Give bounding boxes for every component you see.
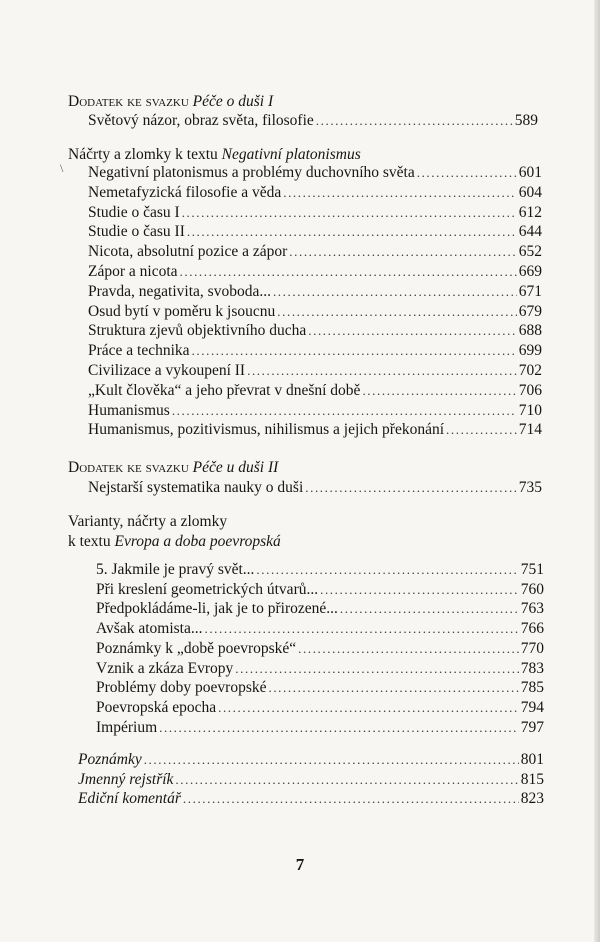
toc-entry[interactable] [96,619,544,639]
toc-entry-title: Humanismus [88,401,170,419]
toc-entry-page: 797 [520,718,544,736]
toc-entry[interactable] [96,718,544,738]
toc-entry-title: Poevropská epocha [96,698,217,716]
toc-entry-page: 702 [518,362,542,379]
toc-entry[interactable] [96,639,544,659]
toc-entry-page: 644 [518,223,542,241]
toc-entry[interactable] [88,242,542,262]
dot-leader [320,580,519,600]
dot-leader [192,341,517,361]
toc-entry[interactable] [88,361,542,381]
toc-entry[interactable] [88,321,542,341]
toc-entry-title: Ediční komentář [78,790,181,808]
toc-entry-title: Zápor a nicota [88,263,178,280]
dot-leader [159,718,519,738]
dot-leader [183,789,519,809]
toc-entry-page: 669 [518,263,542,280]
toc-entry-title: Vznik a zkáza Evropy [96,659,234,677]
toc-entry-page: 604 [518,183,542,201]
toc-entry-title: Problémy doby poevropské [96,679,267,697]
dot-leader [235,659,518,679]
toc-entry-page: 763 [520,600,544,618]
toc-entry-page: 783 [520,659,544,677]
toc-entry-page: 766 [520,620,544,638]
page-edge [594,0,600,942]
dot-leader [308,321,517,341]
toc-entry-title: Negativní platonismus a problémy duchovního světa [88,164,415,181]
toc-entry[interactable] [78,789,544,809]
dot-leader [446,420,517,440]
toc-entry-page: 785 [520,679,544,697]
toc-entry[interactable] [88,420,542,440]
toc-entry[interactable] [88,381,542,401]
dot-leader [218,698,519,718]
toc-entry-title: Poznámky k „době poevropské“ [96,639,297,657]
dot-leader [172,401,517,421]
toc-entry[interactable] [96,678,544,698]
toc-entry[interactable] [88,262,542,282]
margin-mark: \ [60,161,64,175]
toc-entry-title: Pravda, negativita, svoboda... [88,282,271,300]
dot-leader [340,599,519,619]
toc-entry-title: Nicota, absolutní pozice a zápor [88,243,288,261]
page-number: 7 [295,855,305,874]
section-heading: Dodatek ke svazku Péče o duši I [68,93,274,110]
section-heading-line2: k textu Evropa a doba poevropská [68,533,281,550]
toc-entry-page: 823 [520,790,544,808]
toc-entry[interactable] [78,770,544,790]
toc-entry-title: Studie o času I [88,203,180,221]
dot-leader [180,262,517,282]
toc-entry-page: 699 [518,342,542,360]
toc-entry-page: 706 [518,381,542,399]
toc-entry-title: Poznámky [78,751,142,768]
dot-leader [362,381,516,401]
toc-entry-title: Předpokládáme-li, jak je to přirozené... [96,600,338,618]
dot-leader [417,163,517,183]
section-heading: Náčrty a zlomky k textu Negativní platonismus [68,146,361,163]
toc-entry-title: „Kult člověka“ a jeho převrat v dnešní době [88,381,361,399]
toc-entry[interactable] [88,341,542,361]
toc-entry-title: Osud bytí v poměru k jsoucnu [88,302,276,320]
dot-leader [187,222,517,242]
toc-entry[interactable] [78,750,544,770]
toc-entry[interactable]: Nejstarší systematika nauky o duši ..... 735 [88,478,542,498]
toc-entry-title: Jmenný rejstřík [78,770,174,788]
toc-entry-page: 710 [518,401,542,419]
toc-entry-page: 770 [520,639,544,657]
toc-entry[interactable]: Světový názor, obraz světa, filosofie ..... 589 [88,111,538,131]
toc-entry-title: Avšak atomista... [96,620,203,638]
toc-entry-page: 801 [520,751,544,768]
toc-entry-title: Při kreslení geometrických útvarů... [96,580,319,598]
toc-entry[interactable] [88,203,542,223]
dot-leader [277,302,516,322]
toc-entry[interactable] [96,580,544,600]
toc-entry[interactable] [88,183,542,203]
dot-leader [283,183,517,203]
dot-leader [273,282,517,302]
toc-entry[interactable] [96,560,544,580]
toc-entry[interactable] [96,698,544,718]
dot-leader [247,361,517,381]
toc-entry[interactable] [88,222,542,242]
toc-entry[interactable] [96,599,544,619]
toc-entry[interactable] [88,282,542,302]
section-heading: Varianty, náčrty a zlomky [68,513,228,530]
section-heading: Dodatek ke svazku Péče u duši II [68,459,279,476]
toc-entry-page: 679 [518,302,542,320]
toc-entry-title: Impérium [96,718,158,736]
dot-leader [204,619,518,639]
toc-entry-title: Humanismus, pozitivismus, nihilismus a jejich překonání [88,421,445,439]
toc-entry-title: 5. Jakmile je pravý svět... [96,561,255,578]
toc-entry-title: Civilizace a vykoupení II [88,362,246,379]
toc-entry-title: Práce a technika [88,342,190,360]
toc-entry-title: Nemetafyzická filosofie a věda [88,183,282,201]
toc-entry-page: 652 [518,243,542,261]
toc-entry-page: 714 [518,421,542,439]
dot-leader [298,639,519,659]
toc-entry-page: 671 [518,282,542,300]
dot-leader [256,560,518,580]
toc-entry-page: 760 [520,580,544,598]
toc-entry-page: 688 [518,322,542,340]
dot-leader [182,203,517,223]
toc-entry-title: Struktura zjevů objektivního ducha [88,322,307,340]
dot-leader [175,770,518,790]
toc-entry[interactable] [88,163,542,183]
dot-leader [268,678,518,698]
toc-entry-page: 601 [518,164,542,181]
toc-entry[interactable] [96,659,544,679]
toc-entry-page: 815 [520,770,544,788]
dot-leader [144,750,519,770]
toc-entry-page: 612 [518,203,542,221]
toc-entry[interactable] [88,302,542,322]
dot-leader [289,242,516,262]
toc-entry[interactable] [88,401,542,421]
toc-entry-page: 751 [520,561,544,578]
toc-entry-page: 794 [520,698,544,716]
toc-entry-title: Studie o času II [88,223,185,241]
